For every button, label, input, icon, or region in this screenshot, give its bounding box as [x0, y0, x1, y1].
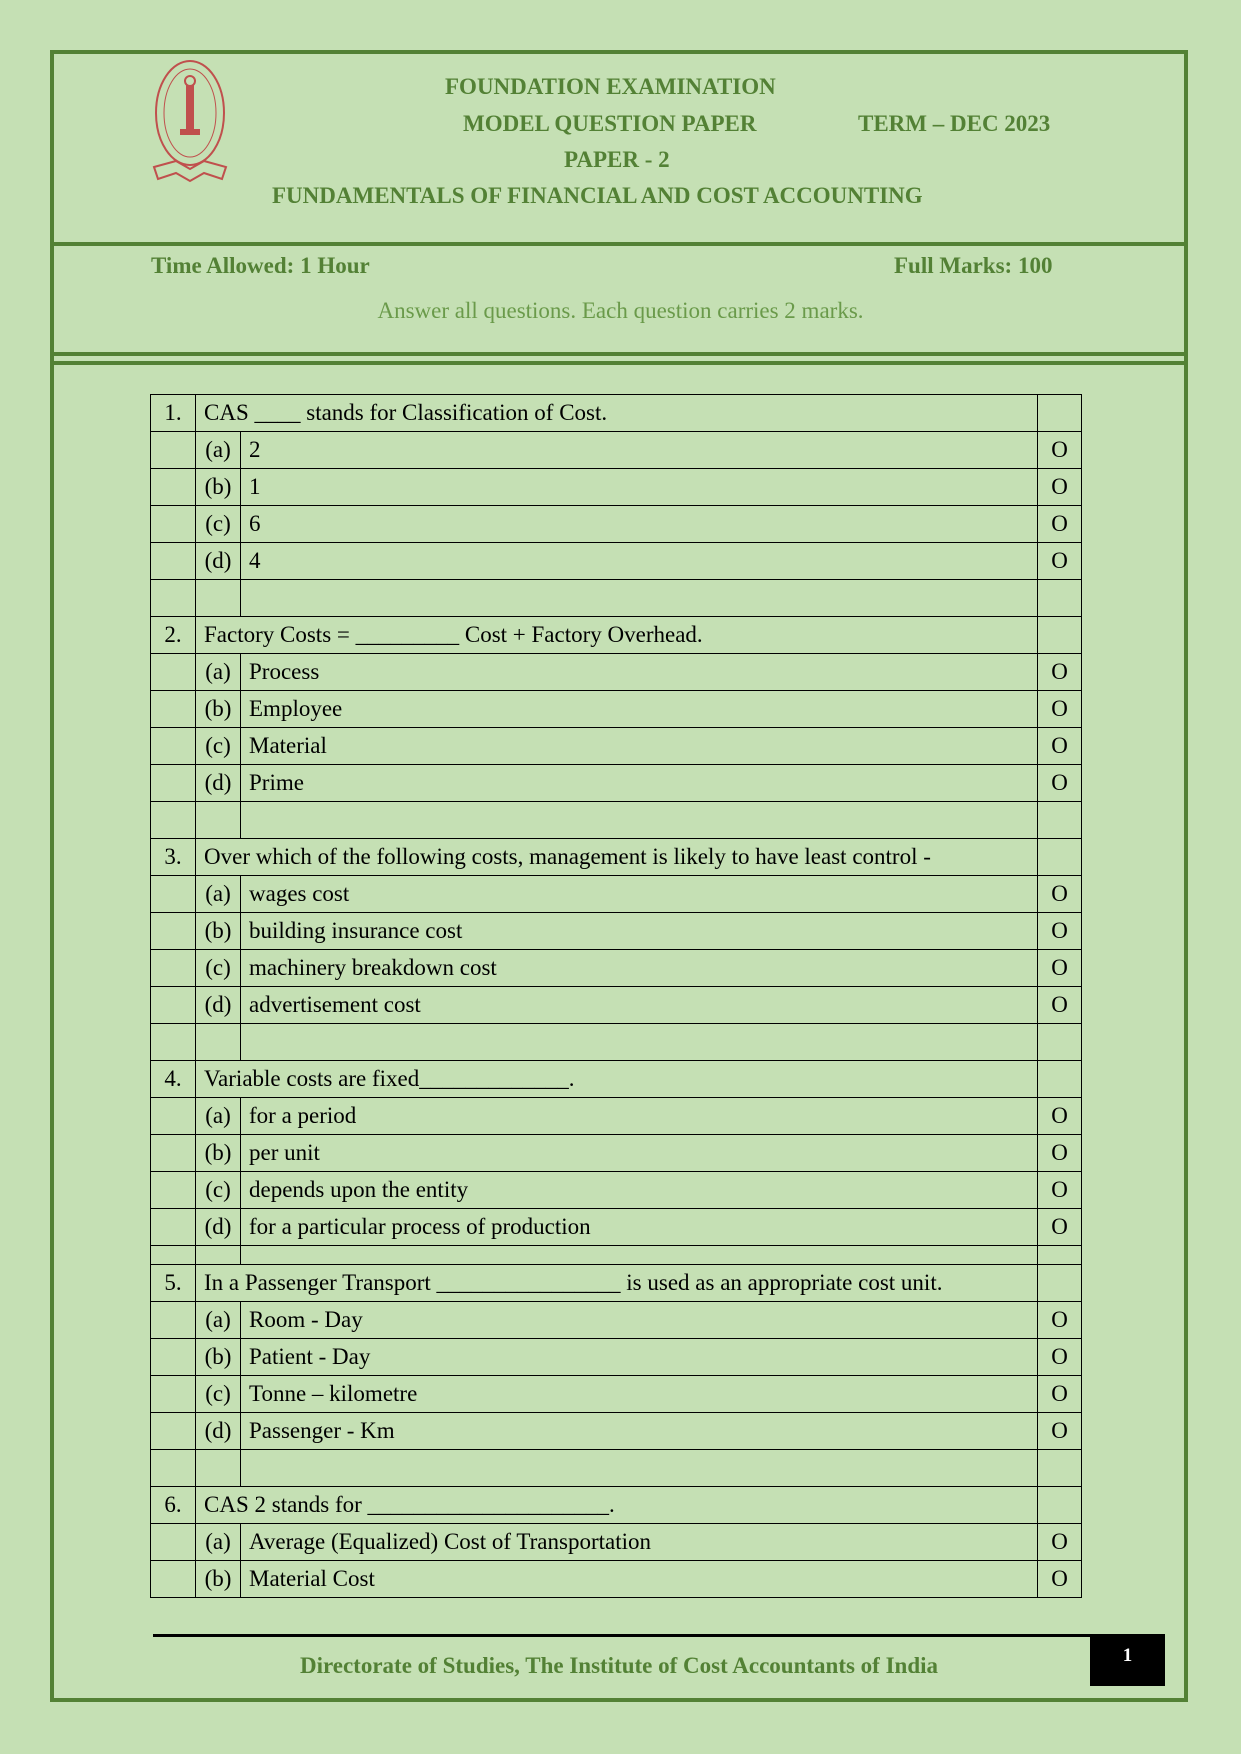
option-text: depends upon the entity — [241, 1172, 1038, 1209]
question-number: 2. — [151, 617, 196, 654]
option-label: (b) — [196, 691, 241, 728]
option-text: Process — [241, 654, 1038, 691]
option-radio[interactable]: O — [1038, 506, 1082, 543]
question-row — [151, 395, 1082, 432]
option-blank-cell — [151, 691, 196, 728]
option-radio[interactable]: O — [1038, 1135, 1082, 1172]
option-row — [151, 469, 1082, 506]
option-radio[interactable]: O — [1038, 469, 1082, 506]
paper-number: PAPER - 2 — [564, 147, 670, 172]
option-label: (a) — [196, 1302, 241, 1339]
question-mark-cell — [1038, 395, 1082, 432]
option-text: wages cost — [241, 876, 1038, 913]
option-label: (c) — [196, 1376, 241, 1413]
institute-logo-icon — [150, 55, 230, 185]
term-label: TERM – DEC 2023 — [858, 111, 1051, 136]
option-label: (b) — [196, 469, 241, 506]
option-row — [151, 506, 1082, 543]
option-blank-cell — [151, 1524, 196, 1561]
option-blank-cell — [151, 876, 196, 913]
question-mark-cell — [1038, 617, 1082, 654]
option-radio[interactable]: O — [1038, 1172, 1082, 1209]
option-radio[interactable]: O — [1038, 691, 1082, 728]
option-row — [151, 950, 1082, 987]
option-label: (b) — [196, 1561, 241, 1598]
option-row — [151, 1209, 1082, 1246]
option-text: per unit — [241, 1135, 1038, 1172]
option-label: (a) — [196, 432, 241, 469]
option-row — [151, 1413, 1082, 1450]
option-row — [151, 1302, 1082, 1339]
question-row — [151, 1061, 1082, 1098]
option-row — [151, 1098, 1082, 1135]
option-text: Room - Day — [241, 1302, 1038, 1339]
option-blank-cell — [151, 1413, 196, 1450]
option-label: (c) — [196, 1172, 241, 1209]
info-divider-top — [50, 352, 1188, 356]
question-mark-cell — [1038, 1265, 1082, 1302]
option-row — [151, 1376, 1082, 1413]
option-label: (a) — [196, 1098, 241, 1135]
option-row — [151, 1135, 1082, 1172]
spacer-row — [151, 1024, 1082, 1061]
header-divider — [50, 242, 1188, 246]
option-blank-cell — [151, 543, 196, 580]
option-radio[interactable]: O — [1038, 1209, 1082, 1246]
option-text: Employee — [241, 691, 1038, 728]
option-row — [151, 691, 1082, 728]
option-text: Passenger - Km — [241, 1413, 1038, 1450]
option-row — [151, 987, 1082, 1024]
question-number: 3. — [151, 839, 196, 876]
option-blank-cell — [151, 1098, 196, 1135]
question-text: In a Passenger Transport ________________ is used as an appropriate cost unit. — [196, 1265, 1038, 1302]
option-row — [151, 876, 1082, 913]
option-text: 2 — [241, 432, 1038, 469]
option-blank-cell — [151, 987, 196, 1024]
option-blank-cell — [151, 1302, 196, 1339]
option-text: for a particular process of production — [241, 1209, 1038, 1246]
option-label: (c) — [196, 950, 241, 987]
option-label: (a) — [196, 1524, 241, 1561]
instructions: Answer all questions. Each question carries 2 marks. — [377, 298, 864, 323]
option-text: 1 — [241, 469, 1038, 506]
option-label: (b) — [196, 1135, 241, 1172]
option-row — [151, 728, 1082, 765]
question-mark-cell — [1038, 1487, 1082, 1524]
option-text: Patient - Day — [241, 1339, 1038, 1376]
option-radio[interactable]: O — [1038, 1339, 1082, 1376]
option-blank-cell — [151, 1339, 196, 1376]
option-text: 6 — [241, 506, 1038, 543]
option-radio[interactable]: O — [1038, 876, 1082, 913]
option-blank-cell — [151, 728, 196, 765]
option-radio[interactable]: O — [1038, 728, 1082, 765]
option-row — [151, 1524, 1082, 1561]
spacer-row — [151, 580, 1082, 617]
option-row — [151, 543, 1082, 580]
option-blank-cell — [151, 765, 196, 802]
option-radio[interactable]: O — [1038, 765, 1082, 802]
option-radio[interactable]: O — [1038, 1413, 1082, 1450]
option-radio[interactable]: O — [1038, 432, 1082, 469]
option-label: (b) — [196, 1339, 241, 1376]
option-text: Tonne – kilometre — [241, 1376, 1038, 1413]
option-blank-cell — [151, 913, 196, 950]
option-text: advertisement cost — [241, 987, 1038, 1024]
option-text: Prime — [241, 765, 1038, 802]
option-label: (b) — [196, 913, 241, 950]
option-radio[interactable]: O — [1038, 913, 1082, 950]
option-label: (a) — [196, 876, 241, 913]
subject-title: FUNDAMENTALS OF FINANCIAL AND COST ACCOUNTING — [272, 183, 923, 208]
option-blank-cell — [151, 950, 196, 987]
question-text: Over which of the following costs, management is likely to have least control - — [196, 839, 1038, 876]
question-row — [151, 617, 1082, 654]
option-radio[interactable]: O — [1038, 654, 1082, 691]
question-number: 5. — [151, 1265, 196, 1302]
option-label: (c) — [196, 728, 241, 765]
option-row — [151, 432, 1082, 469]
full-marks: Full Marks: 100 — [894, 253, 1053, 278]
question-text: Variable costs are fixed_____________. — [196, 1061, 1038, 1098]
page-number: 1 — [1090, 1634, 1165, 1686]
question-text: CAS 2 stands for _____________________. — [196, 1487, 1038, 1524]
option-radio[interactable]: O — [1038, 1302, 1082, 1339]
question-row — [151, 1487, 1082, 1524]
option-row — [151, 1561, 1082, 1598]
option-label: (d) — [196, 1209, 241, 1246]
option-radio[interactable]: O — [1038, 950, 1082, 987]
option-text: Material — [241, 728, 1038, 765]
option-blank-cell — [151, 469, 196, 506]
info-divider-bottom — [50, 361, 1188, 365]
footer-text: Directorate of Studies, The Institute of Cost Accountants of India — [299, 1653, 939, 1678]
option-blank-cell — [151, 506, 196, 543]
questions-table — [150, 394, 1082, 1598]
footer-rule — [153, 1634, 1091, 1637]
question-row — [151, 839, 1082, 876]
option-text: for a period — [241, 1098, 1038, 1135]
question-number: 4. — [151, 1061, 196, 1098]
option-radio[interactable]: O — [1038, 1098, 1082, 1135]
option-radio[interactable]: O — [1038, 1561, 1082, 1598]
option-blank-cell — [151, 1376, 196, 1413]
question-mark-cell — [1038, 1061, 1082, 1098]
option-row — [151, 913, 1082, 950]
option-row — [151, 1339, 1082, 1376]
option-text: 4 — [241, 543, 1038, 580]
question-number: 6. — [151, 1487, 196, 1524]
exam-title: FOUNDATION EXAMINATION — [445, 74, 776, 99]
option-row — [151, 1172, 1082, 1209]
option-label: (a) — [196, 654, 241, 691]
time-allowed: Time Allowed: 1 Hour — [151, 253, 370, 278]
question-text: Factory Costs = _________ Cost + Factory Overhead. — [196, 617, 1038, 654]
spacer-row — [151, 802, 1082, 839]
option-blank-cell — [151, 1172, 196, 1209]
option-blank-cell — [151, 432, 196, 469]
option-label: (d) — [196, 1413, 241, 1450]
option-label: (d) — [196, 987, 241, 1024]
option-blank-cell — [151, 654, 196, 691]
option-label: (c) — [196, 506, 241, 543]
option-blank-cell — [151, 1561, 196, 1598]
question-row — [151, 1265, 1082, 1302]
question-number: 1. — [151, 395, 196, 432]
option-radio[interactable]: O — [1038, 543, 1082, 580]
option-radio[interactable]: O — [1038, 987, 1082, 1024]
option-label: (d) — [196, 765, 241, 802]
option-row — [151, 654, 1082, 691]
question-mark-cell — [1038, 839, 1082, 876]
option-row — [151, 765, 1082, 802]
option-radio[interactable]: O — [1038, 1524, 1082, 1561]
question-text: CAS ____ stands for Classification of Cost. — [196, 395, 1038, 432]
option-text: machinery breakdown cost — [241, 950, 1038, 987]
paper-type: MODEL QUESTION PAPER — [463, 111, 757, 136]
option-blank-cell — [151, 1209, 196, 1246]
option-text: building insurance cost — [241, 913, 1038, 950]
option-radio[interactable]: O — [1038, 1376, 1082, 1413]
option-label: (d) — [196, 543, 241, 580]
option-text: Average (Equalized) Cost of Transportation — [241, 1524, 1038, 1561]
option-text: Material Cost — [241, 1561, 1038, 1598]
spacer-row — [151, 1246, 1082, 1265]
spacer-row — [151, 1450, 1082, 1487]
option-blank-cell — [151, 1135, 196, 1172]
